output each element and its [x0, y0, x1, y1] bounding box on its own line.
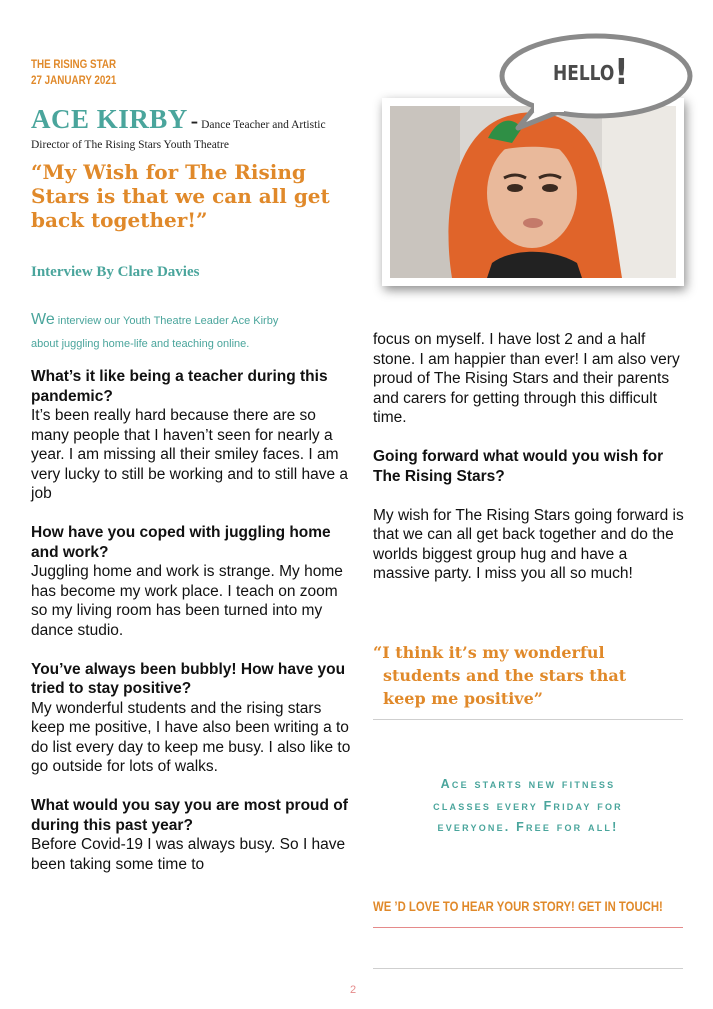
page-number: 2: [350, 984, 357, 996]
speech-word: HELLO: [553, 61, 615, 85]
left-column: [31, 367, 351, 874]
intro: [31, 308, 351, 356]
pull-quote-line-3: keep me positive”: [383, 689, 543, 708]
headline: “My Wish for The Rising Stars is that we can all get back together!”: [31, 160, 330, 232]
intro-line-2: about juggling home-life and teaching online.: [31, 338, 250, 350]
answer-5: My wish for The Rising Stars going forward is that we can all get back together and do the worlds biggest group hug and have a massive party. I miss you all so much!: [373, 506, 684, 582]
answer-1: It’s been really hard because there are so many people that I haven’t seen for nearly a year. I am missing all their smiley faces. I am very lucky to still be working and to still have a job: [31, 407, 349, 502]
question-1: What’s it like being a teacher during this pandemic?: [31, 368, 328, 405]
answer-3: My wonderful students and the rising stars keep me positive, I have also been writing a to do list every day to keep me busy. I also like to go outside for lots of walks.: [31, 699, 351, 775]
question-2: How have you coped with juggling home and work?: [31, 524, 331, 561]
answer-2: Juggling home and work is strange. My home has become my work place. I teach on zoom so my living room has been turned into my dance studio.: [31, 563, 343, 639]
divider-bottom: [373, 968, 683, 969]
right-column: [373, 330, 688, 584]
speech-text: [553, 52, 628, 93]
publication-name: THE RISING STAR: [31, 57, 117, 71]
fitness-line-2: classes every Friday for: [433, 798, 623, 813]
issue-date: 27 JANUARY 2021: [31, 73, 117, 87]
fitness-notice: [373, 774, 683, 839]
speech-exclamation: !: [614, 52, 629, 93]
fitness-line-1: Ace starts new fitness: [440, 777, 616, 791]
fitness-line-3: everyone. Free for all!: [437, 820, 619, 834]
role-line-2: Director of The Rising Stars Youth Theatre: [31, 139, 229, 151]
byline: Interview By Clare Davies: [31, 264, 200, 280]
article-header: [31, 104, 371, 135]
divider-1: [373, 719, 683, 720]
divider-cta: [373, 927, 683, 928]
pull-quote-line-1: “I think it’s my wonderful: [373, 643, 605, 662]
role-line-1: Dance Teacher and Artistic: [201, 119, 326, 131]
answer-4: Before Covid-19 I was always busy. So I have been taking some time to: [31, 836, 346, 873]
call-to-action: WE ’D LOVE TO HEAR YOUR STORY! GET IN TOUCH!: [373, 899, 663, 914]
intro-line-1: interview our Youth Theatre Leader Ace Kirby: [57, 315, 279, 327]
pull-quote-line-2: students and the stars that: [383, 666, 627, 685]
continued-answer: focus on myself. I have lost 2 and a half stone. I am happier than ever! I am also very proud of The Rising Stars and their parents and carers for getting through this difficult time.: [373, 331, 680, 426]
masthead: [31, 56, 116, 88]
question-4: What would you say you are most proud of during this past year?: [31, 797, 348, 834]
intro-lead: We: [31, 311, 55, 328]
question-5: Going forward what would you wish for The Rising Stars?: [373, 448, 664, 485]
interviewee-name: ACE KIRBY: [31, 104, 188, 134]
question-3: You’ve always been bubbly! How have you tried to stay positive?: [31, 660, 346, 697]
name-dash: -: [190, 108, 199, 133]
pull-quote: [373, 641, 688, 710]
